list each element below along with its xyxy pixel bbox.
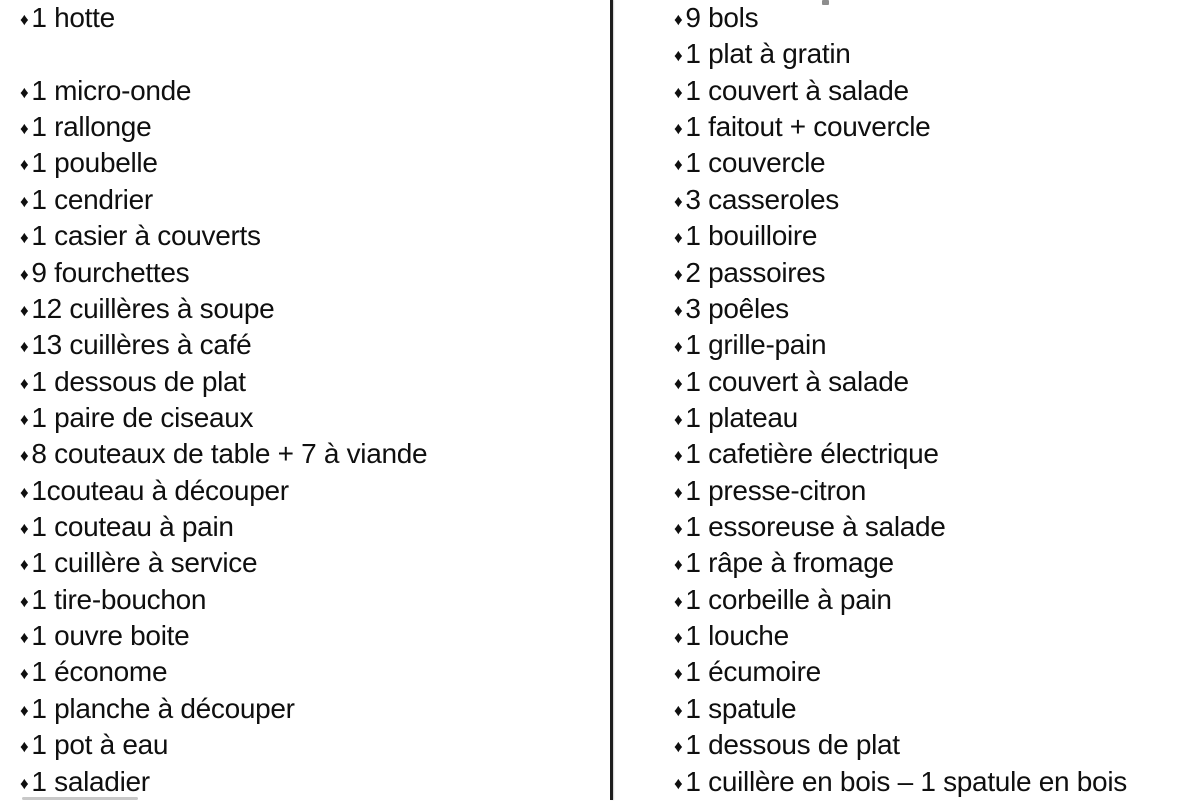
item-label: 1 planche à découper: [31, 692, 295, 724]
list-item: [674, 109, 1194, 145]
item-label: 12 cuillères à soupe: [31, 292, 275, 324]
diamond-bullet-icon: ♦: [674, 119, 683, 139]
item-label: 1 couteau à pain: [31, 511, 234, 543]
inventory-column-left: [20, 0, 600, 800]
diamond-bullet-icon: ♦: [674, 737, 683, 757]
diamond-bullet-icon: ♦: [20, 119, 29, 139]
item-label: 1 écumoire: [685, 656, 821, 688]
list-item: [20, 509, 600, 545]
list-item: [20, 582, 600, 618]
list-item: [20, 145, 600, 181]
list-item: [674, 182, 1194, 218]
item-label: 1 cuillère à service: [31, 547, 258, 579]
list-item: [20, 327, 600, 363]
list-item: [20, 73, 600, 109]
item-label: 1 couvercle: [685, 147, 826, 179]
item-label: 1 poubelle: [31, 147, 158, 179]
diamond-bullet-icon: ♦: [20, 155, 29, 175]
list-item: [674, 145, 1194, 181]
diamond-bullet-icon: ♦: [674, 191, 683, 211]
list-item: [674, 473, 1194, 509]
diamond-bullet-icon: ♦: [674, 409, 683, 429]
item-label: 13 cuillères à café: [31, 329, 252, 361]
item-label: 9 bols: [685, 2, 759, 33]
list-item: [674, 654, 1194, 690]
diamond-bullet-icon: ♦: [674, 519, 683, 539]
item-label: 1 couvert à salade: [685, 365, 909, 397]
item-label: 8 couteaux de table + 7 à viande: [31, 438, 428, 470]
column-divider-rule: [610, 0, 613, 800]
diamond-bullet-icon: ♦: [674, 555, 683, 575]
diamond-bullet-icon: ♦: [674, 482, 683, 502]
diamond-bullet-icon: ♦: [674, 773, 683, 793]
item-label: 1 grille-pain: [685, 329, 827, 361]
item-label: 3 casseroles: [685, 183, 839, 215]
diamond-bullet-icon: ♦: [20, 191, 29, 211]
list-item: [674, 509, 1194, 545]
list-item: [20, 255, 600, 291]
diamond-bullet-icon: ♦: [20, 446, 29, 466]
diamond-bullet-icon: ♦: [20, 373, 29, 393]
item-label: 1 ouvre boite: [31, 620, 190, 652]
item-label: 1 dessous de plat: [685, 729, 900, 761]
diamond-bullet-icon: ♦: [20, 264, 29, 284]
diamond-bullet-icon: ♦: [674, 664, 683, 684]
list-item: [20, 436, 600, 472]
item-label: 1 râpe à fromage: [685, 547, 894, 579]
item-label: 2 passoires: [685, 256, 826, 288]
diamond-bullet-icon: ♦: [20, 519, 29, 539]
diamond-bullet-icon: ♦: [20, 591, 29, 611]
item-label: 1 faitout + couvercle: [685, 111, 931, 143]
list-item: [674, 764, 1194, 800]
item-label: 1 pot à eau: [31, 729, 169, 761]
inventory-column-right: [674, 0, 1194, 800]
item-label: 1 tire-bouchon: [31, 583, 207, 615]
item-label: 1 hotte: [31, 2, 115, 33]
list-item: [674, 545, 1194, 581]
diamond-bullet-icon: ♦: [20, 737, 29, 757]
diamond-bullet-icon: ♦: [20, 773, 29, 793]
diamond-bullet-icon: ♦: [674, 373, 683, 393]
item-label: 1 cafetière électrique: [685, 438, 939, 470]
list-item: [674, 327, 1194, 363]
item-label: 1 presse-citron: [685, 474, 867, 506]
diamond-bullet-icon: ♦: [674, 82, 683, 102]
item-label: 1 spatule: [685, 692, 797, 724]
item-label: 1 saladier: [31, 765, 150, 797]
diamond-bullet-icon: ♦: [674, 446, 683, 466]
item-label: 1 louche: [685, 620, 789, 652]
diamond-bullet-icon: ♦: [20, 482, 29, 502]
list-item: [20, 545, 600, 581]
diamond-bullet-icon: ♦: [20, 409, 29, 429]
list-item: [674, 727, 1194, 763]
item-label: 3 poêles: [685, 292, 789, 324]
diamond-bullet-icon: ♦: [674, 228, 683, 248]
list-item: [674, 0, 1194, 36]
list-item: [20, 727, 600, 763]
list-item: [674, 436, 1194, 472]
item-label: 1 paire de ciseaux: [31, 401, 254, 433]
item-label: 1 cendrier: [31, 183, 153, 215]
item-label: 1 casier à couverts: [31, 220, 261, 252]
item-label: 1 dessous de plat: [31, 365, 246, 397]
list-item: [20, 291, 600, 327]
diamond-bullet-icon: ♦: [20, 82, 29, 102]
list-item: [20, 691, 600, 727]
diamond-bullet-icon: ♦: [674, 337, 683, 357]
item-label: 1 économe: [31, 656, 168, 688]
diamond-bullet-icon: ♦: [674, 591, 683, 611]
list-item: [674, 291, 1194, 327]
item-label: 1couteau à découper: [31, 474, 289, 506]
diamond-bullet-icon: ♦: [674, 46, 683, 66]
diamond-bullet-icon: ♦: [20, 10, 29, 29]
list-item: [20, 0, 600, 36]
diamond-bullet-icon: ♦: [20, 700, 29, 720]
list-item: [674, 73, 1194, 109]
list-item: [674, 36, 1194, 72]
list-item: [20, 618, 600, 654]
list-item: [674, 400, 1194, 436]
diamond-bullet-icon: ♦: [20, 664, 29, 684]
item-label: 1 micro-onde: [31, 74, 192, 106]
diamond-bullet-icon: ♦: [674, 10, 683, 29]
diamond-bullet-icon: ♦: [674, 155, 683, 175]
item-label: 1 couvert à salade: [685, 74, 909, 106]
list-item: [20, 109, 600, 145]
item-label: 1 essoreuse à salade: [685, 511, 946, 543]
list-item: [20, 654, 600, 690]
diamond-bullet-icon: ♦: [674, 700, 683, 720]
list-item: [20, 182, 600, 218]
item-label: 1 bouilloire: [685, 220, 818, 252]
cut-off-glyph-artifact-top: [822, 0, 829, 5]
diamond-bullet-icon: ♦: [674, 264, 683, 284]
item-label: 1 plat à gratin: [685, 38, 851, 70]
list-item: [674, 255, 1194, 291]
diamond-bullet-icon: ♦: [20, 628, 29, 648]
diamond-bullet-icon: ♦: [20, 300, 29, 320]
diamond-bullet-icon: ♦: [20, 555, 29, 575]
list-item: [20, 218, 600, 254]
item-label: 9 fourchettes: [31, 256, 190, 288]
list-item: [20, 400, 600, 436]
item-label: 1 rallonge: [31, 111, 152, 143]
diamond-bullet-icon: ♦: [674, 300, 683, 320]
list-item: [674, 364, 1194, 400]
diamond-bullet-icon: ♦: [20, 228, 29, 248]
list-item: [674, 618, 1194, 654]
blank-line: [20, 36, 600, 72]
item-label: 1 plateau: [685, 401, 798, 433]
list-item: [20, 764, 600, 800]
list-item: [674, 218, 1194, 254]
diamond-bullet-icon: ♦: [674, 628, 683, 648]
list-item: [20, 473, 600, 509]
list-item: [674, 691, 1194, 727]
item-label: 1 cuillère en bois – 1 spatule en bois: [685, 765, 1127, 797]
item-label: 1 corbeille à pain: [685, 583, 892, 615]
diamond-bullet-icon: ♦: [20, 337, 29, 357]
list-item: [20, 364, 600, 400]
list-item: [674, 582, 1194, 618]
